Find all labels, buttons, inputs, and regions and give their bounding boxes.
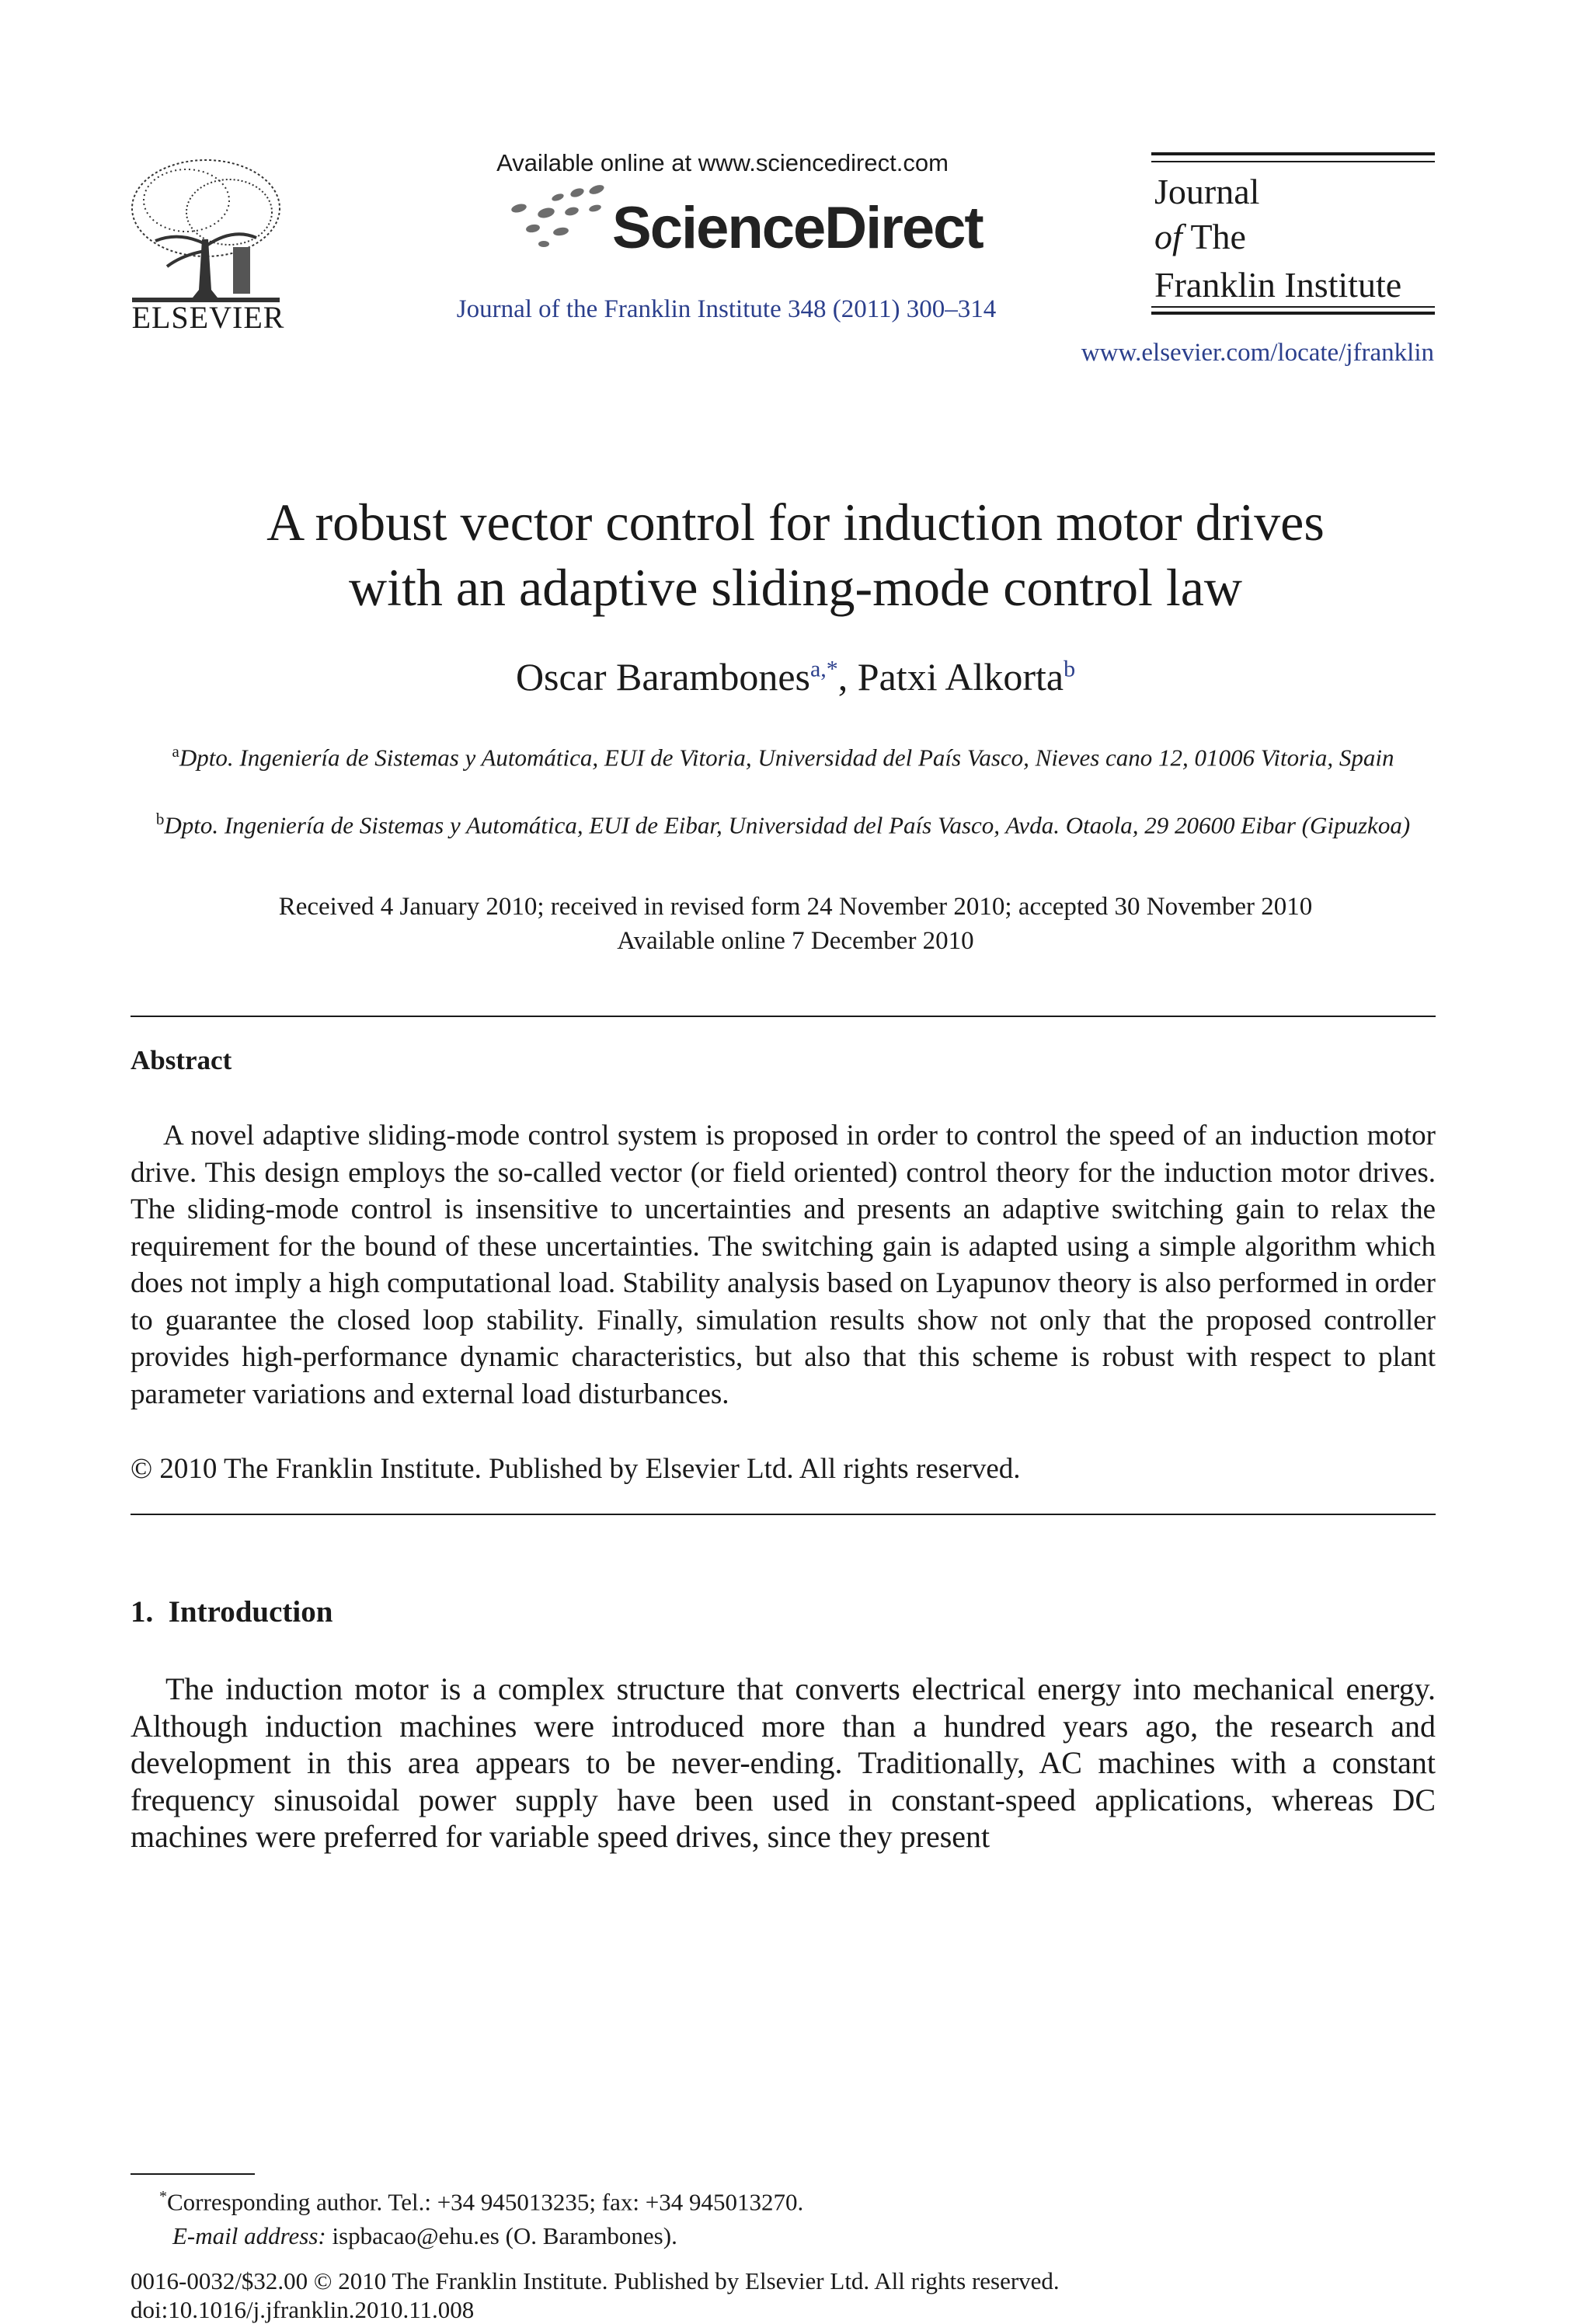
- affiliation-b-mark: b: [155, 810, 165, 828]
- title-line-2: with an adaptive sliding-mode control law: [348, 558, 1243, 617]
- corresponding-mark: *: [159, 2188, 167, 2205]
- abstract-copyright: © 2010 The Franklin Institute. Published by Elsevier Ltd. All rights reserved.: [131, 1453, 1021, 1485]
- elsevier-wordmark: ELSEVIER: [131, 300, 285, 335]
- section-heading-introduction: 1. Introduction: [131, 1595, 333, 1629]
- journal-logo-of: of: [1154, 217, 1182, 256]
- abstract-heading: Abstract: [131, 1045, 232, 1075]
- abstract-top-rule: [131, 1016, 1436, 1017]
- abstract-body: A novel adaptive sliding-mode control system is proposed in order to control the speed of an induction motor drive. This design employs the so-called vector (or field oriented) control theory for the induction motor drives. The sliding-mode control is insensitive to uncertainties and presents an adaptive switching gain to relax the requirement for the bound of these uncertainties. The switching gain is adapted using a simple algorithm which does not imply a high computational load. Stability analysis based on Lyapunov theory is also performed in order to guarantee the closed loop stability. Finally, simulation results show not only that the proposed controller provides high-performance dynamic characteristics, but also that this scheme is robust with respect to plant parameter variations and external load disturbances.: [131, 1120, 1436, 1410]
- available-online-text: Available online at www.sciencedirect.com: [496, 149, 949, 176]
- affiliation-a: [131, 734, 1436, 775]
- corresponding-author-footnote: [159, 2188, 803, 2216]
- journal-logo-line2: [1154, 216, 1246, 257]
- sciencedirect-dots-icon: [503, 180, 620, 250]
- author-2-affiliation-link[interactable]: b: [1064, 656, 1076, 682]
- affiliation-b-text: Dpto. Ingeniería de Sistemas y Automática, EUI de Eibar, Universidad del País Vasco, Avda. Otaola, 29 20600 Eibar (Gipuzkoa): [164, 811, 1411, 839]
- journal-url-link[interactable]: www.elsevier.com/locate/jfranklin: [1081, 339, 1434, 367]
- journal-logo-rule: [1151, 312, 1435, 315]
- title-line-1: A robust vector control for induction motor drives: [266, 493, 1325, 552]
- author-1-affiliation-link[interactable]: a,*: [809, 656, 838, 682]
- journal-logo-line1: Journal: [1154, 172, 1260, 211]
- journal-logo-rule: [1151, 152, 1435, 155]
- affiliation-b: [131, 802, 1436, 842]
- doi-line[interactable]: doi:10.1016/j.jfranklin.2010.11.008: [131, 2296, 475, 2323]
- journal-citation[interactable]: Journal of the Franklin Institute 348 (2011) 300–314: [456, 295, 997, 323]
- sciencedirect-wordmark: ScienceDirect: [612, 195, 983, 261]
- journal-logo-the: The: [1190, 217, 1246, 256]
- issn-line: 0016-0032/$32.00 © 2010 The Franklin Institute. Published by Elsevier Ltd. All rights reserved.: [131, 2267, 1060, 2294]
- affiliation-a-text: Dpto. Ingeniería de Sistemas y Automática, EUI de Vitoria, Universidad del País Vasco, Nieves cano 12, 01006 Vitoria, Spain: [179, 744, 1394, 772]
- available-online-date: Available online 7 December 2010: [617, 927, 974, 955]
- article-dates: [93, 890, 1498, 958]
- author-separator: ,: [837, 655, 858, 699]
- introduction-paragraph: The induction motor is a complex structure that converts electrical energy into mechanical energy. Although induction machines were introduced more than a hundred years ago, the research and development in this area appears to be never-ending. Traditionally, AC machines with a constant frequency sinusoidal power supply have been used in constant-speed applications, whereas DC machines were preferred for variable speed drives, since they present: [131, 1671, 1436, 1854]
- email-label: E-mail address:: [172, 2222, 326, 2249]
- corresponding-text: Corresponding author. Tel.: +34 945013235; fax: +34 945013270.: [167, 2188, 804, 2216]
- footnote-rule: [131, 2173, 255, 2175]
- journal-logo-rule: [1151, 161, 1435, 162]
- journal-logo-line3: Franklin Institute: [1154, 265, 1402, 305]
- email-footnote: [172, 2222, 677, 2250]
- email-address[interactable]: ispbacao@ehu.es (O. Barambones).: [326, 2222, 677, 2249]
- author-2: Patxi Alkorta: [857, 655, 1064, 699]
- article-title: [93, 490, 1498, 620]
- author-1: Oscar Barambones: [515, 655, 810, 699]
- affiliation-a-mark: a: [172, 742, 179, 761]
- journal-logo-rule: [1151, 306, 1435, 308]
- abstract-bottom-rule: [131, 1514, 1436, 1515]
- author-list: [93, 654, 1498, 699]
- received-dates: Received 4 January 2010; received in revised form 24 November 2010; accepted 30 November 2010: [278, 893, 1313, 921]
